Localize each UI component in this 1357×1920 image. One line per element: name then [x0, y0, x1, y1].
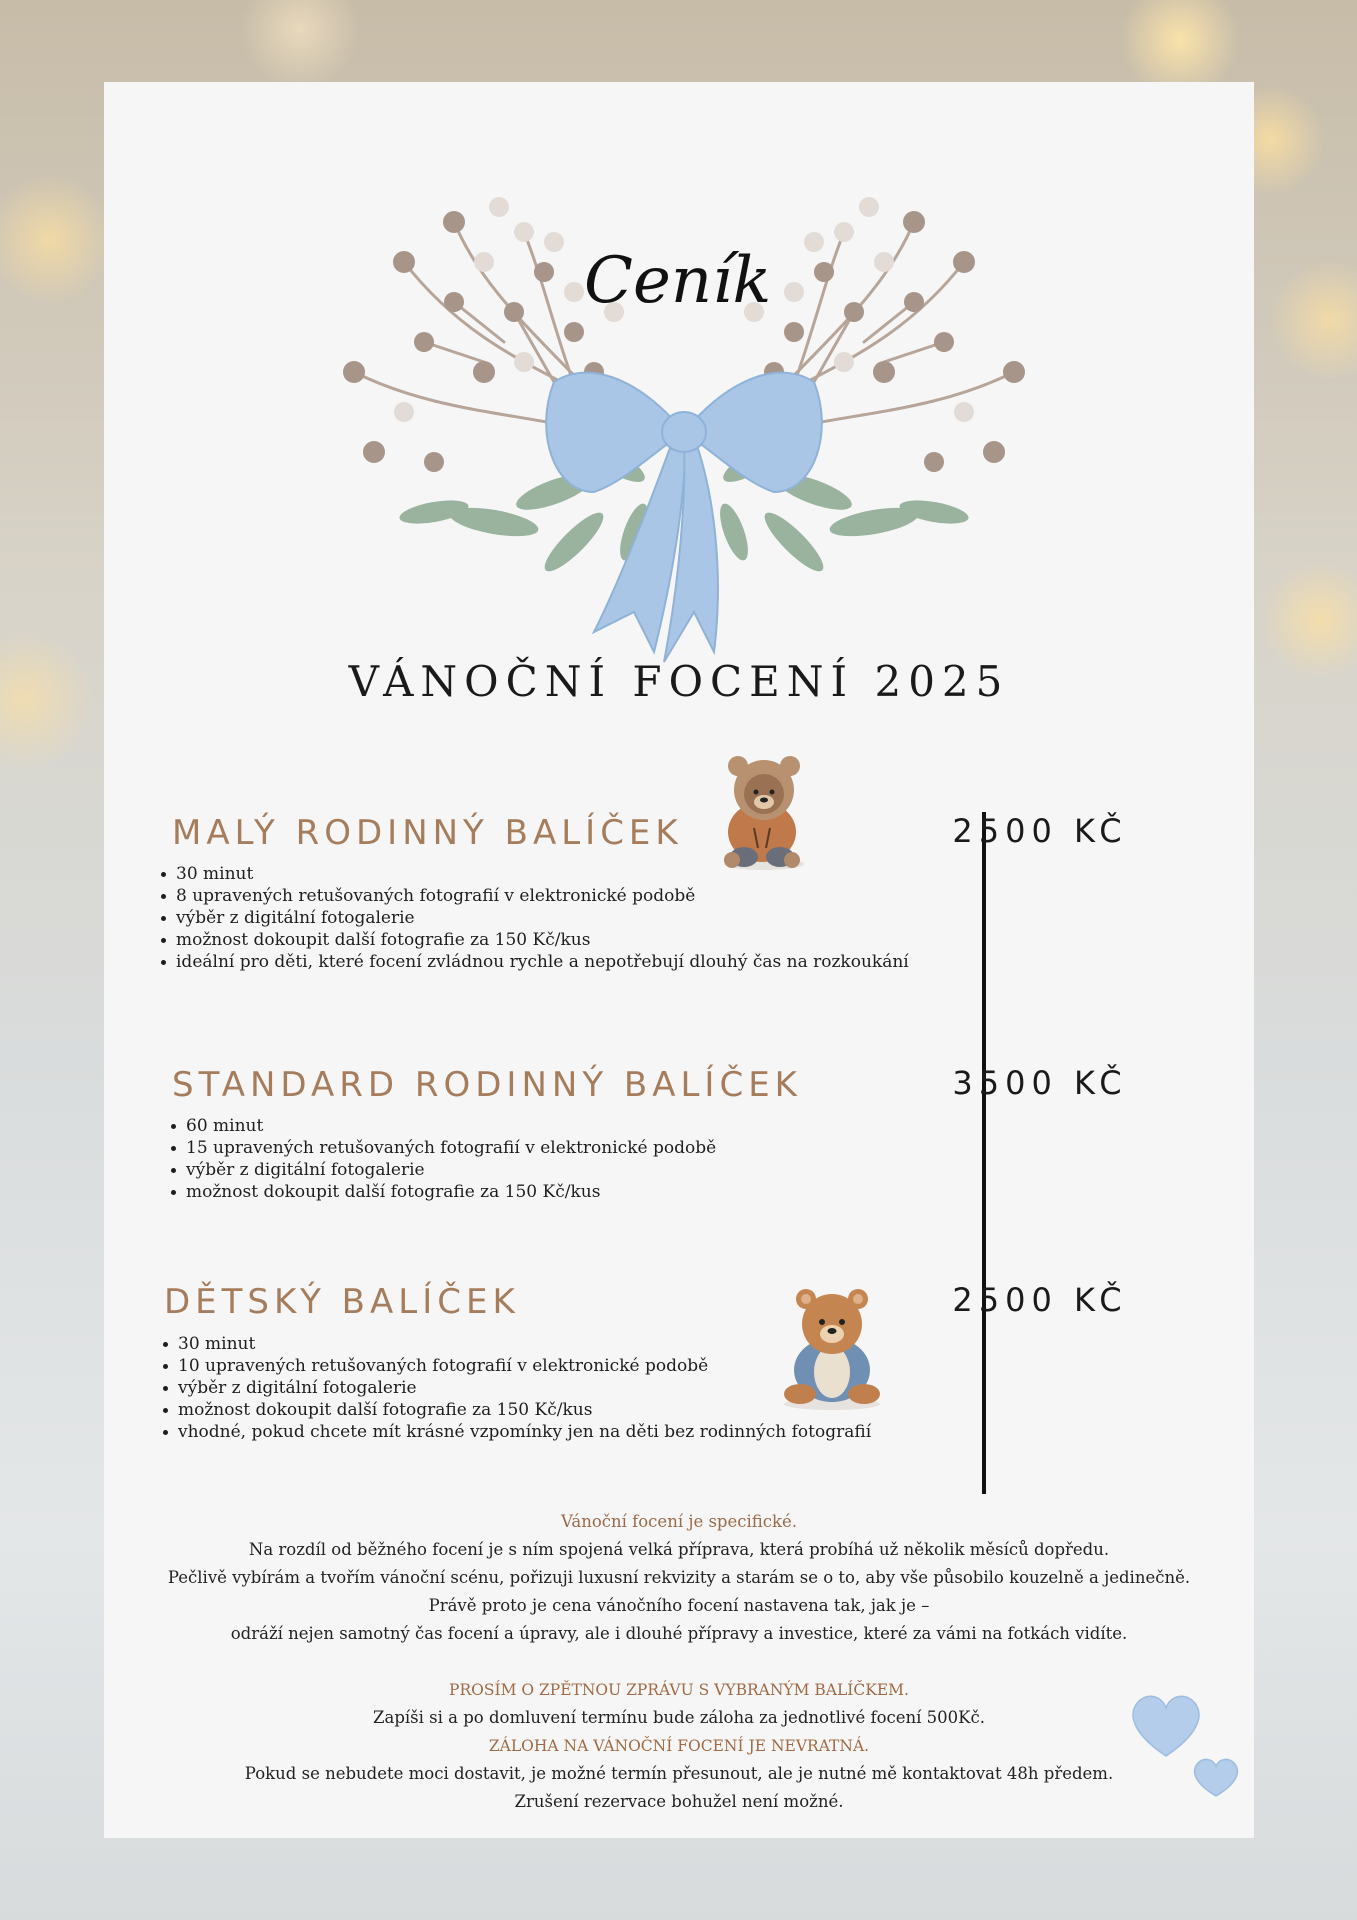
feature-item: 60 minut [186, 1115, 716, 1137]
feature-item: výběr z digitální fotogalerie [176, 907, 909, 929]
feature-item: 10 upravených retušovaných fotografií v elektronické podobě [178, 1355, 871, 1377]
package-title-kids: DĚTSKÝ BALÍČEK [164, 1282, 520, 1322]
notes-line: Právě proto je cena vánočního focení nastavena tak, jak je – [428, 1596, 930, 1615]
reschedule-line: Pokud se nebudete moci dostavit, je možné termín přesunout, ale je nutné mě kontaktovat 48h předem. [244, 1764, 1114, 1783]
feature-item: výběr z digitální fotogalerie [178, 1377, 871, 1399]
package-features-kids [158, 1333, 871, 1443]
feature-item: 15 upravených retušovaných fotografií v elektronické podobě [186, 1138, 717, 1158]
feature-item: vhodné, pokud chcete mít krásné vzpomínky jen na děti bez rodinných fotografií [178, 1422, 872, 1442]
teddy-bear-jacket-illustration [772, 1282, 892, 1412]
notes-line: Pečlivě vybírám a tvořím vánoční scénu, pořizuji luxusní rekvizity a starám se o to, aby vše působilo kouzelně a jedinečně. [167, 1568, 1191, 1587]
package-features-standard-family [166, 1115, 716, 1203]
feature-item: 30 minut [176, 863, 909, 885]
package-price-small-family: 2500 KČ [952, 812, 1128, 850]
package-price-kids: 2500 KČ [952, 1281, 1128, 1319]
feature-item: ideální pro děti, které focení zvládnou rychle a nepotřebují dlouhý čas na rozkoukání [176, 952, 909, 972]
feature-item: možnost dokoupit další fotografie za 150 Kč/kus [176, 929, 909, 951]
notes-heading: Vánoční focení je specifické. [560, 1512, 798, 1531]
feature-item: 8 upravených retušovaných fotografií v elektronické podobě [176, 885, 909, 907]
price-list-card [104, 82, 1254, 1838]
feature-item: výběr z digitální fotogalerie [186, 1159, 716, 1181]
feature-item: možnost dokoupit další fotografie za 150 Kč/kus [186, 1181, 716, 1203]
nonrefundable-notice: ZÁLOHA NA VÁNOČNÍ FOCENÍ JE NEVRATNÁ. [488, 1737, 870, 1755]
deposit-line: Zapíši si a po domluvení termínu bude záloha za jednotlivé focení 500Kč. [373, 1708, 985, 1727]
page-title: VÁNOČNÍ FOCENÍ 2025 [348, 657, 1010, 706]
notes-line: Na rozdíl od běžného focení je s ním spojená velká příprava, která probíhá už několik měsíců dopředu. [248, 1540, 1110, 1559]
package-title-small-family: MALÝ RODINNÝ BALÍČEK [172, 813, 683, 853]
package-features-small-family [156, 863, 909, 973]
price-divider-line [982, 812, 986, 1494]
script-title [574, 207, 874, 337]
script-title-text: Ceník [584, 244, 772, 318]
cancel-line: Zrušení rezervace bohužel není možné. [514, 1792, 844, 1811]
package-price-standard-family: 3500 KČ [952, 1064, 1128, 1102]
blue-hearts-illustration [1126, 1686, 1246, 1806]
notes-line: odráží nejen samotný čas focení a úpravy, ale i dlouhé přípravy a investice, které za vámi na fotkách vidíte. [230, 1624, 1128, 1643]
feature-item: možnost dokoupit další fotografie za 150 Kč/kus [178, 1399, 871, 1421]
feature-item: 30 minut [178, 1333, 871, 1355]
reply-request: PROSÍM O ZPĚTNOU ZPRÁVU S VYBRANÝM BALÍČKEM. [449, 1681, 909, 1699]
teddy-bear-hoodie-illustration [714, 752, 814, 872]
package-title-standard-family: STANDARD RODINNÝ BALÍČEK [172, 1065, 802, 1105]
info-notes [104, 1508, 1254, 1816]
